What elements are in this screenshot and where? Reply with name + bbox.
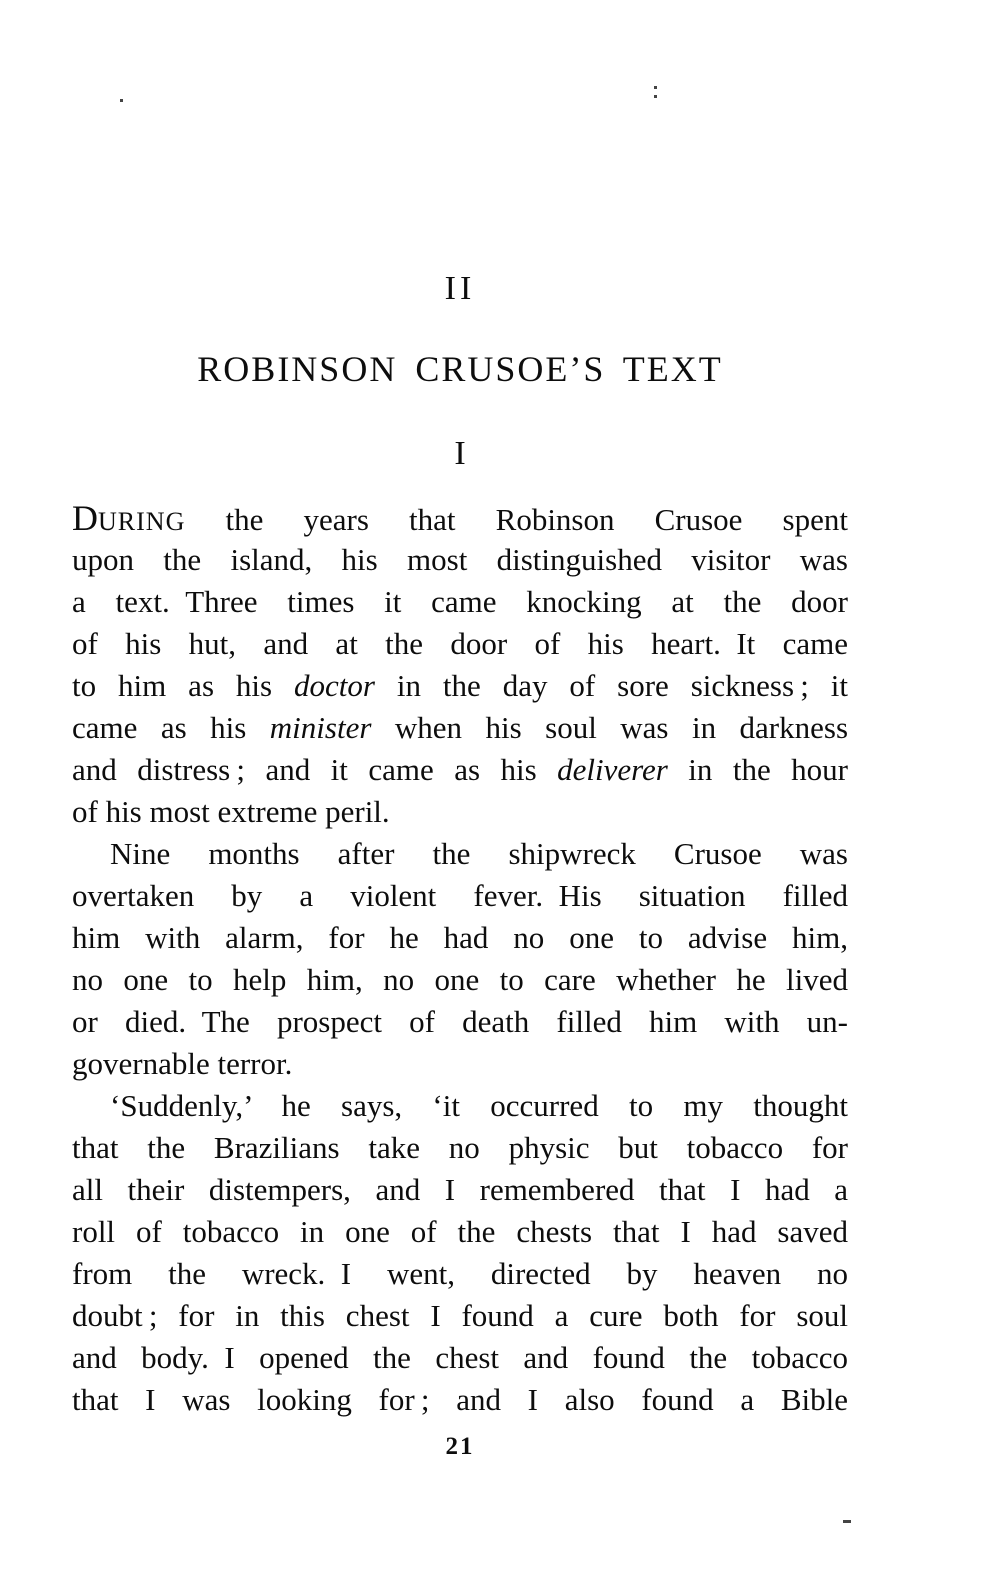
page-number: 21 (445, 1433, 475, 1460)
text-segment: of his most extreme peril. (72, 794, 390, 829)
text-segment: came as his (72, 710, 270, 745)
page-title: ROBINSON CRUSOE’S TEXT (197, 349, 723, 389)
text-segment: that the Brazilians take no physic but tobacco for (72, 1130, 848, 1165)
text-segment: in the day of sore sickness ; it (374, 668, 848, 703)
chapter-number: II (444, 270, 476, 307)
paragraph (72, 1085, 848, 1421)
text-segment: roll of tobacco in one of the chests that I had saved (72, 1214, 848, 1249)
text-line (72, 1337, 848, 1379)
text-segment: him with alarm, for he had no one to advise him, (72, 920, 848, 955)
text-line (72, 875, 848, 917)
text-segment: or died. The prospect of death filled him with un- (72, 1004, 848, 1039)
text-line (72, 1085, 848, 1127)
text-line (72, 917, 848, 959)
scan-artifact-colon (654, 86, 657, 98)
text-segment: that I was looking for ; and I also found a Bible (72, 1382, 848, 1417)
text-line (72, 581, 848, 623)
text-segment-smallcaps: URING (97, 507, 186, 536)
text-segment: of his hut, and at the door of his heart. It came (72, 626, 848, 661)
text-line (72, 1043, 848, 1085)
paragraph (72, 833, 848, 1085)
text-segment: in the hour (667, 752, 848, 787)
text-segment: and body. I opened the chest and found the tobacco (72, 1340, 848, 1375)
text-segment-italic: minister (269, 710, 372, 745)
text-segment: Nine months after the shipwreck Crusoe was (110, 836, 848, 871)
text-line (72, 1169, 848, 1211)
text-segment: from the wreck. I went, directed by heaven no (72, 1256, 848, 1291)
text-line (72, 959, 848, 1001)
text-line (72, 1253, 848, 1295)
text-line (72, 1295, 848, 1337)
text-line (72, 1211, 848, 1253)
text-segment-italic: doctor (294, 668, 375, 703)
paragraph (72, 497, 848, 833)
text-line (72, 539, 848, 581)
text-line (72, 665, 848, 707)
text-segment: upon the island, his most distinguished visitor was (72, 542, 848, 577)
text-line (72, 833, 848, 875)
scan-artifact-dash (843, 1520, 851, 1523)
scan-artifact-dot (120, 99, 123, 102)
text-line (72, 749, 848, 791)
text-line (72, 623, 848, 665)
text-segment: all their distempers, and I remembered that I had a (72, 1172, 848, 1207)
text-segment: no one to help him, no one to care whether he lived (72, 962, 848, 997)
text-segment: the years that Robinson Crusoe spent (185, 502, 848, 537)
text-segment-italic: deliverer (557, 752, 668, 787)
text-line (72, 791, 848, 833)
text-segment: to him as his (72, 668, 295, 703)
text-segment: and distress ; and it came as his (72, 752, 558, 787)
body-text (72, 497, 848, 1421)
text-line (72, 1127, 848, 1169)
text-segment-leadcap: D (72, 498, 98, 538)
text-segment: ‘Suddenly,’ he says, ‘it occurred to my thought (110, 1088, 848, 1123)
text-segment: overtaken by a violent fever. His situation filled (72, 878, 848, 913)
text-line (72, 1001, 848, 1043)
text-line (72, 497, 848, 539)
text-line (72, 707, 848, 749)
text-segment: doubt ; for in this chest I found a cure both for soul (72, 1298, 848, 1333)
section-number: I (454, 435, 466, 472)
text-segment: governable terror. (72, 1046, 293, 1081)
text-line (72, 1379, 848, 1421)
text-segment: when his soul was in darkness (371, 710, 848, 745)
text-segment: a text. Three times it came knocking at the door (72, 584, 848, 619)
